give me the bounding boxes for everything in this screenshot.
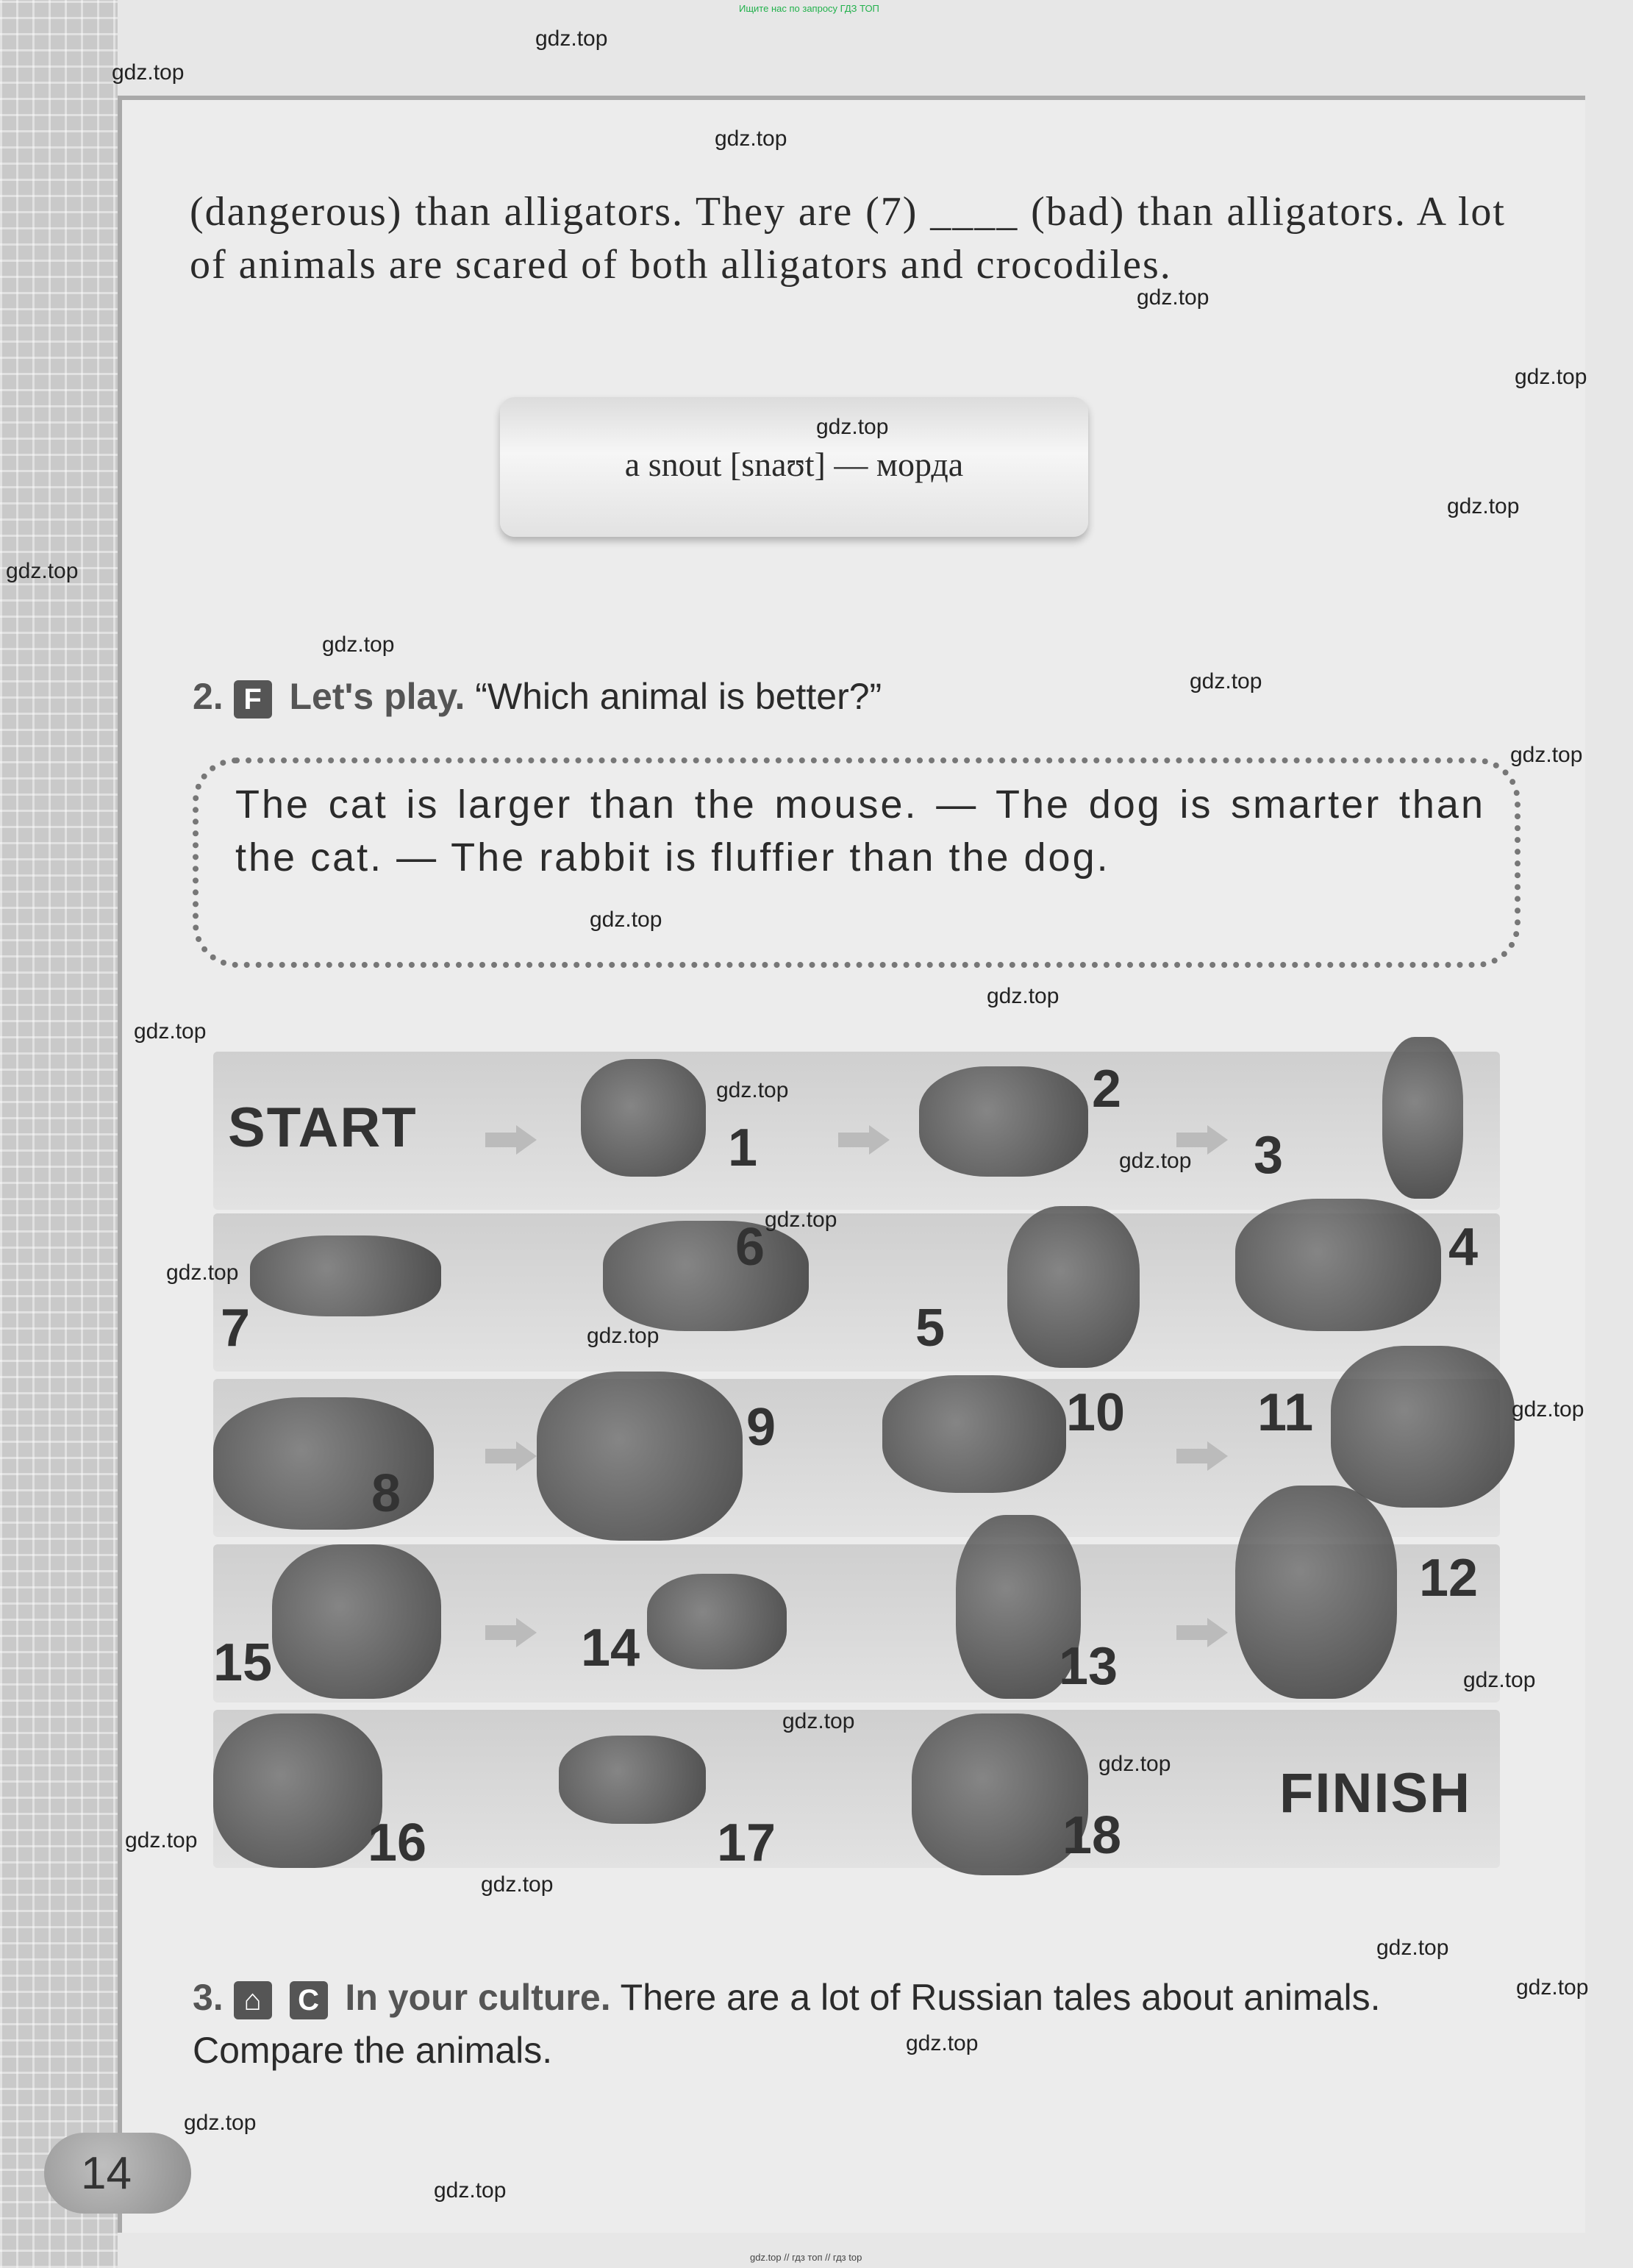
pig-image bbox=[559, 1736, 706, 1824]
watermark: gdz.top bbox=[134, 1019, 207, 1044]
cell-number-5: 5 bbox=[915, 1299, 946, 1358]
watermark: gdz.top bbox=[1516, 1975, 1589, 2000]
vocab-scroll bbox=[500, 397, 1088, 537]
watermark: gdz.top bbox=[816, 415, 889, 439]
watermark: gdz.top bbox=[481, 1872, 554, 1897]
dog-image bbox=[919, 1066, 1088, 1177]
cat-image bbox=[581, 1059, 706, 1177]
watermark: gdz.top bbox=[765, 1208, 837, 1232]
watermark: gdz.top bbox=[1515, 365, 1587, 389]
cell-number-15: 15 bbox=[213, 1633, 273, 1692]
bottom-note: gdz.top // гдз топ // гдз top bbox=[750, 2252, 862, 2263]
watermark: gdz.top bbox=[1512, 1397, 1584, 1422]
cell-number-4: 4 bbox=[1448, 1218, 1479, 1277]
hen-image bbox=[272, 1544, 441, 1699]
culture-icon: C bbox=[290, 1981, 328, 2019]
rabbit-image bbox=[1382, 1037, 1463, 1199]
cell-number-12: 12 bbox=[1419, 1549, 1479, 1608]
watermark: gdz.top bbox=[782, 1709, 855, 1733]
watermark: gdz.top bbox=[1447, 494, 1520, 518]
watermark: gdz.top bbox=[125, 1828, 198, 1852]
exercise-3-number: 3. bbox=[193, 1977, 224, 2018]
vocab-text: a snout [snaʊt] — морда bbox=[624, 446, 964, 483]
exercise-3 bbox=[193, 1971, 1509, 2077]
exercise-3-text: There are a lot of Russian tales about animals. Compare the animals. bbox=[193, 1977, 1381, 2071]
watermark: gdz.top bbox=[166, 1260, 239, 1285]
cell-number-8: 8 bbox=[371, 1464, 401, 1523]
cell-number-13: 13 bbox=[1059, 1637, 1118, 1696]
watermark: gdz.top bbox=[715, 126, 787, 151]
start-label: START bbox=[228, 1096, 418, 1159]
fox-image bbox=[1235, 1199, 1441, 1331]
board-cell-3 bbox=[1257, 1052, 1500, 1210]
lion-image bbox=[912, 1714, 1088, 1875]
shark-image bbox=[250, 1235, 441, 1316]
giraffe-image bbox=[1235, 1486, 1397, 1699]
watermark: gdz.top bbox=[906, 2031, 979, 2055]
watermark: gdz.top bbox=[1137, 285, 1209, 310]
cell-number-10: 10 bbox=[1066, 1383, 1126, 1442]
watermark: gdz.top bbox=[987, 984, 1060, 1008]
exercise-2-number: 2. bbox=[193, 676, 224, 717]
cell-number-2: 2 bbox=[1092, 1060, 1122, 1119]
example-box bbox=[193, 757, 1521, 968]
watermark: gdz.top bbox=[716, 1078, 789, 1102]
cell-number-9: 9 bbox=[746, 1398, 776, 1457]
watermark: gdz.top bbox=[535, 26, 608, 51]
cow-image bbox=[882, 1375, 1066, 1493]
cell-number-17: 17 bbox=[717, 1814, 776, 1872]
watermark: gdz.top bbox=[1119, 1149, 1192, 1173]
exercise-2-label: Let's play. bbox=[289, 676, 465, 717]
watermark: gdz.top bbox=[1376, 1936, 1449, 1960]
watermark: gdz.top bbox=[322, 632, 395, 657]
elephant-image bbox=[537, 1372, 743, 1541]
crocodile-image bbox=[603, 1221, 809, 1331]
cell-number-18: 18 bbox=[1062, 1806, 1122, 1865]
cell-number-6: 6 bbox=[735, 1218, 765, 1277]
cell-number-7: 7 bbox=[221, 1299, 251, 1358]
hummingbird-image bbox=[647, 1574, 787, 1669]
watermark: gdz.top bbox=[1463, 1668, 1536, 1692]
finish-label: FINISH bbox=[1279, 1762, 1472, 1825]
watermark: gdz.top bbox=[6, 559, 79, 583]
watermark: gdz.top bbox=[1510, 743, 1583, 767]
home-icon: ⌂ bbox=[234, 1981, 272, 2019]
cell-number-11: 11 bbox=[1257, 1383, 1314, 1442]
game-icon: F bbox=[234, 680, 272, 718]
page-number: 14 bbox=[81, 2148, 132, 2199]
cell-number-16: 16 bbox=[368, 1814, 427, 1872]
watermark: gdz.top bbox=[590, 907, 662, 932]
exercise-3-label: In your culture. bbox=[345, 1977, 611, 2018]
watermark: gdz.top bbox=[1098, 1752, 1171, 1776]
exercise-2-heading bbox=[193, 675, 882, 718]
horse-image bbox=[1331, 1346, 1515, 1508]
watermark: gdz.top bbox=[184, 2111, 257, 2135]
watermark: gdz.top bbox=[1190, 669, 1262, 693]
watermark: gdz.top bbox=[587, 1324, 660, 1348]
wolf-image bbox=[1007, 1206, 1140, 1368]
watermark: gdz.top bbox=[434, 2178, 507, 2203]
left-decorative-strip bbox=[0, 0, 118, 2268]
paragraph-continuation: (dangerous) than alligators. They are (7) ____ (bad) than alligators. A lot of animals are scared of both alligators and crocodiles. bbox=[190, 189, 1506, 288]
cell-number-14: 14 bbox=[581, 1619, 640, 1677]
cell-number-3: 3 bbox=[1254, 1126, 1284, 1185]
example-text: The cat is larger than the mouse. — The dog is smarter than the cat. — The rabbit is fluffier than the dog. bbox=[235, 782, 1485, 880]
cell-number-1: 1 bbox=[728, 1119, 758, 1177]
top-note: Ищите нас по запросу ГДЗ ТОП bbox=[739, 3, 879, 14]
exercise-2-title: “Which animal is better?” bbox=[475, 676, 882, 717]
watermark: gdz.top bbox=[112, 60, 185, 85]
turkey-image bbox=[213, 1714, 382, 1868]
